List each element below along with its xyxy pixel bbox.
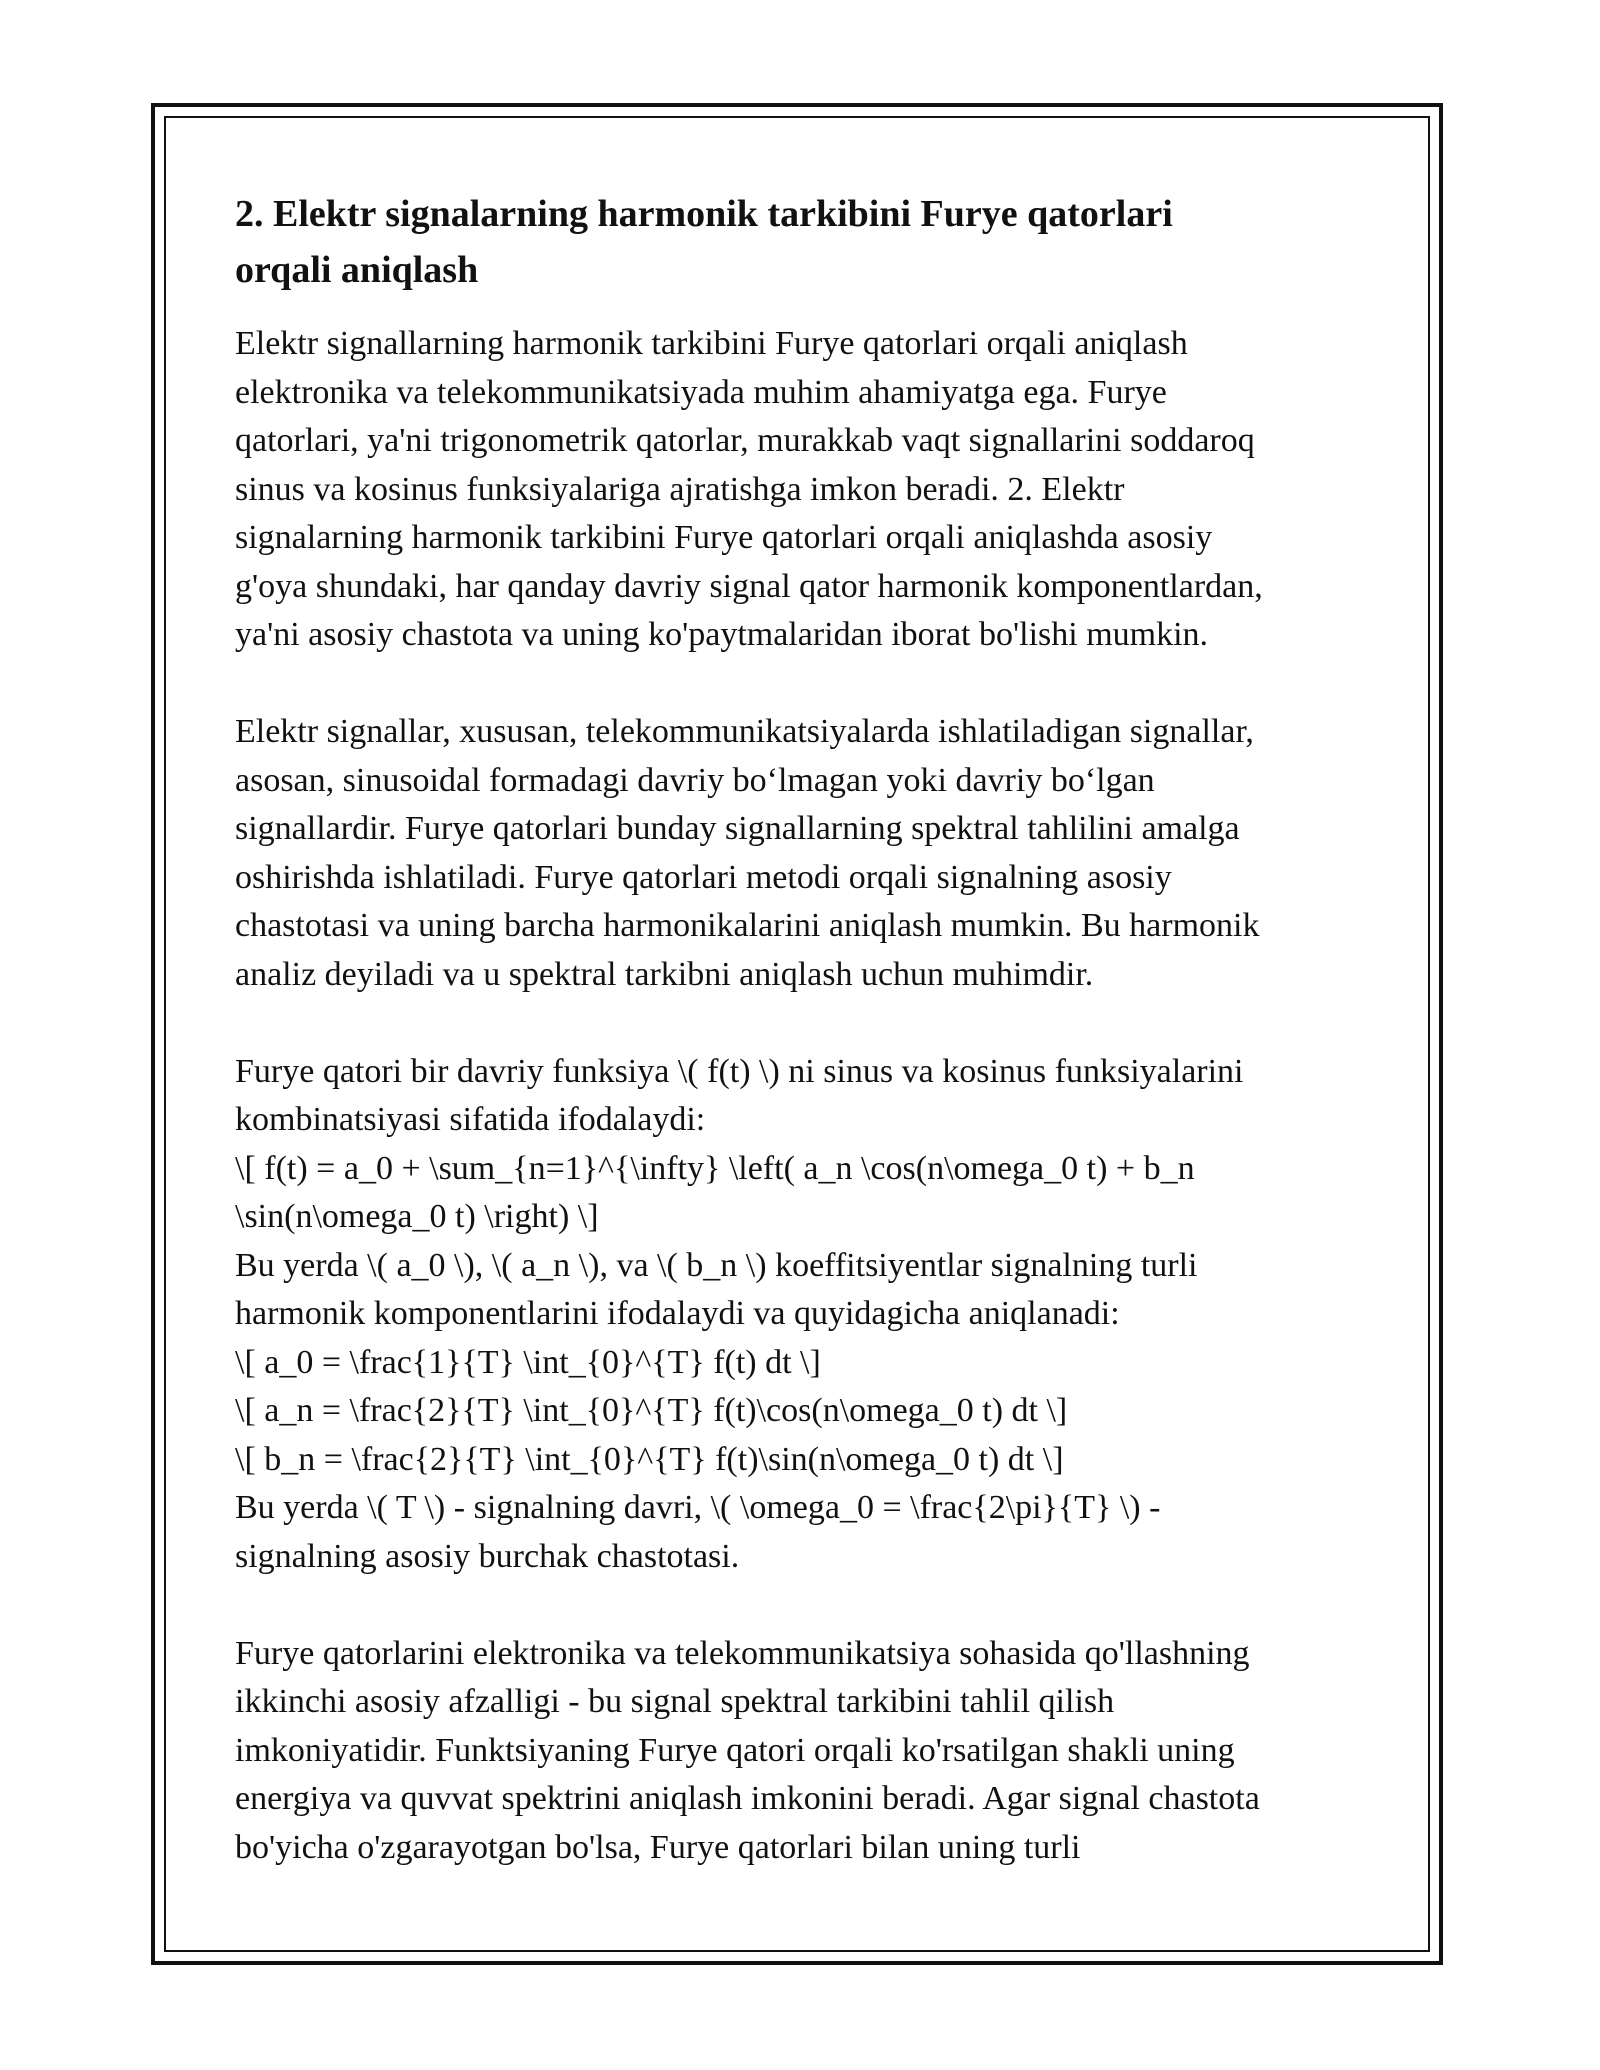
text-line: sinus va kosinus funksiyalariga ajratishga imkon beradi. 2. Elektr <box>235 470 1125 508</box>
document-body <box>235 186 1360 1872</box>
text-line: elektronika va telekommunikatsiyada muhim ahamiyatga ega. Furye <box>235 373 1167 411</box>
paragraph-signals <box>235 708 1360 999</box>
paragraph-spectral <box>235 1630 1360 1873</box>
text-line: kombinatsiyasi sifatida ifodalaydi: <box>235 1101 706 1138</box>
text-line: harmonik komponentlarini ifodalaydi va quyidagicha aniqlanadi: <box>235 1295 1120 1332</box>
formula-line: \[ a_n = \frac{2}{T} \int_{0}^{T} f(t)\cos(n\omega_0 t) dt \] <box>235 1392 1068 1429</box>
heading-line: 2. Elektr signalarning harmonik tarkibini Furye qatorlari <box>235 193 1173 235</box>
text-line: chastotasi va uning barcha harmonikalarini aniqlash mumkin. Bu harmonik <box>235 907 1260 944</box>
formula-line: \[ f(t) = a_0 + \sum_{n=1}^{\infty} \left( a_n \cos(n\omega_0 t) + b_n <box>235 1149 1195 1187</box>
text-line: bo'yicha o'zgarayotgan bo'lsa, Furye qatorlari bilan uning turli <box>235 1828 1081 1866</box>
section-heading <box>235 186 1360 298</box>
text-line: signalarning harmonik tarkibini Furye qatorlari orqali aniqlashda asosiy <box>235 519 1213 556</box>
heading-line: orqali aniqlash <box>235 249 479 291</box>
text-line: signallardir. Furye qatorlari bunday signallarning spektral tahlilini amalga <box>235 810 1240 847</box>
text-line: qatorlari, ya'ni trigonometrik qatorlar, murakkab vaqt signallarini soddaroq <box>235 422 1255 459</box>
formula-line: \sin(n\omega_0 t) \right) \] <box>235 1198 599 1235</box>
text-line: oshirishda ishlatiladi. Furye qatorlari metodi orqali signalning asosiy <box>235 858 1172 896</box>
text-line: imkoniyatidir. Funktsiyaning Furye qatori orqali ko'rsatilgan shakli uning <box>235 1731 1235 1769</box>
text-line: g'oya shundaki, har qanday davriy signal qator harmonik komponentlardan, <box>235 567 1263 605</box>
text-line: Bu yerda \( a_0 \), \( a_n \), va \( b_n \) koeffitsiyentlar signalning turli <box>235 1246 1198 1284</box>
paragraph-intro <box>235 320 1360 660</box>
text-line: ya'ni asosiy chastota va uning ko'paytmalaridan iborat bo'lishi mumkin. <box>235 616 1209 653</box>
text-line: energiya va quvvat spektrini aniqlash imkonini beradi. Agar signal chastota <box>235 1780 1260 1817</box>
text-line: Elektr signallarning harmonik tarkibini Furye qatorlari orqali aniqlash <box>235 325 1188 362</box>
text-line: ikkinchi asosiy afzalligi - bu signal spektral tarkibini tahlil qilish <box>235 1683 1115 1720</box>
formula-line: \[ b_n = \frac{2}{T} \int_{0}^{T} f(t)\sin(n\omega_0 t) dt \] <box>235 1440 1064 1478</box>
text-line: Furye qatorlarini elektronika va telekommunikatsiya sohasida qo'llashning <box>235 1634 1250 1672</box>
text-line: Bu yerda \( T \) - signalning davri, \( \omega_0 = \frac{2\pi}{T} \) - <box>235 1489 1161 1526</box>
formula-line: \[ a_0 = \frac{1}{T} \int_{0}^{T} f(t) dt \] <box>235 1343 821 1381</box>
text-line: Furye qatori bir davriy funksiya \( f(t) \) ni sinus va kosinus funksiyalarini <box>235 1052 1244 1090</box>
text-line: signalning asosiy burchak chastotasi. <box>235 1537 740 1575</box>
text-line: analiz deyiladi va u spektral tarkibni aniqlash uchun muhimdir. <box>235 955 1094 993</box>
text-line: Elektr signallar, xususan, telekommunikatsiyalarda ishlatiladigan signallar, <box>235 713 1254 750</box>
paragraph-formulas <box>235 1048 1360 1582</box>
text-line: asosan, sinusoidal formadagi davriy bo‘lmagan yoki davriy bo‘lgan <box>235 761 1155 799</box>
